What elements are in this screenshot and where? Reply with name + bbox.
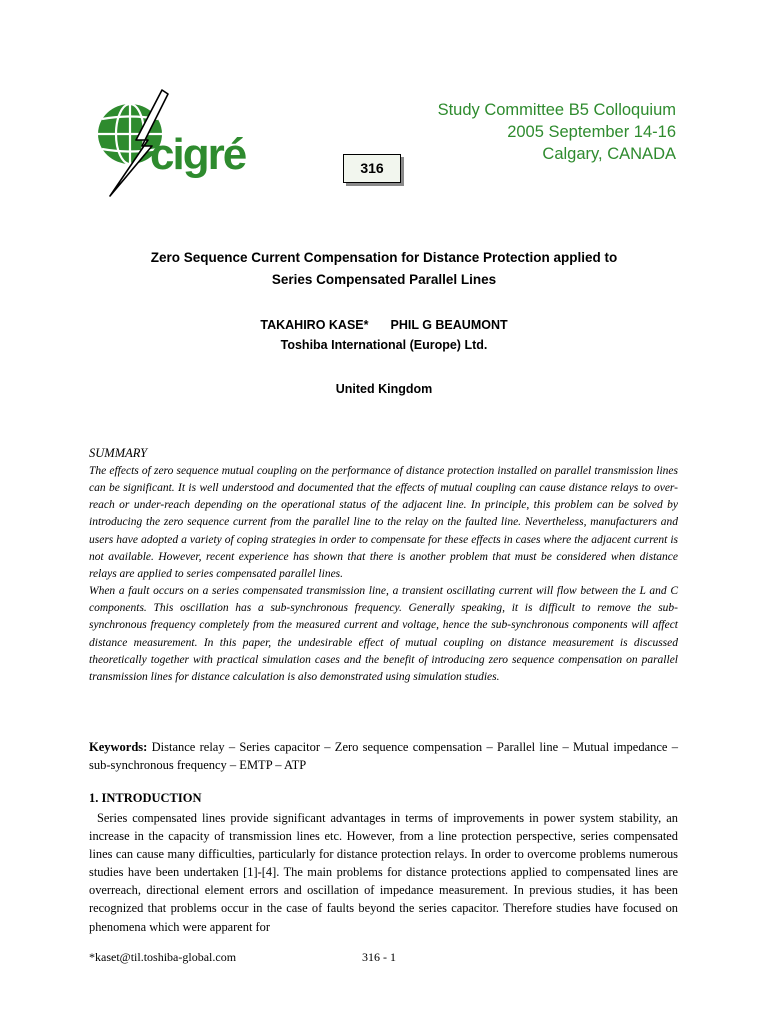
logo-wordmark: cigré — [150, 130, 246, 179]
introduction-body — [89, 809, 678, 936]
summary-paragraph: When a fault occurs on a series compensated transmission line, a transient oscillating current will flow between the L and C components. This oscillation has a sub-synchronous frequency. Generally speaking, it is difficult to remove the sub-synchronous frequency completely from the measured current and voltage, hence the sub-synchronous components will affect distance measurement. In this paper, the undesirable effect of mutual coupling on distance measurement is discussed theoretically together with practical simulation cases and the benefit of introducing zero sequence compensation on parallel transmission lines for distance calculation is also demonstrated using simulation studies. — [89, 585, 678, 683]
cigre-logo — [96, 88, 268, 200]
author-name: TAKAHIRO KASE* — [260, 318, 369, 332]
footer-email: *kaset@til.toshiba-global.com — [89, 950, 237, 964]
summary-paragraph: The effects of zero sequence mutual coupling on the performance of distance protection installed on parallel transmission lines can be significant. It is well understood and documented that the effects of mutual coupling can cause distance relays to over-reach or under-reach depending on the operational status of the adjacent line. In principle, this problem can be solved by introducing the zero sequence current from the parallel line to the relay on the faulted line. Nevertheless, manufacturers and users have adopted a variety of coping strategies in order to compensate for these effects in cases where the adjacent current is not available. However, recent experience has shown that there is another problem that must be considered when distance relays are applied to series compensated parallel lines. — [89, 465, 678, 580]
keywords-label: Keywords: — [89, 740, 148, 754]
paper-number-badge: 316 — [343, 154, 401, 183]
summary-body — [89, 463, 678, 686]
cigre-logo-graphic — [96, 88, 268, 200]
affiliation: Toshiba International (Europe) Ltd. — [280, 338, 488, 352]
colloquium-location: Calgary, CANADA — [542, 145, 676, 163]
title-line: Zero Sequence Current Compensation for Distance Protection applied to — [150, 250, 618, 265]
title-line: Series Compensated Parallel Lines — [271, 272, 497, 287]
country: United Kingdom — [335, 382, 433, 396]
summary-heading: SUMMARY — [89, 446, 148, 460]
colloquium-info — [438, 99, 676, 165]
colloquium-date: 2005 September 14-16 — [507, 123, 676, 141]
page-number: 316 - 1 — [362, 950, 396, 964]
keywords-text: Distance relay – Series capacitor – Zero sequence compensation – Parallel line – Mutual impedance – sub-synchronous frequency – EMTP – ATP — [89, 740, 679, 772]
introduction-paragraph: Series compensated lines provide significant advantages in terms of improvements in power system stability, an increase in the capacity of transmission lines etc. However, from a line protection perspective, series compensated lines can cause many difficulties, particularly for distance protection relays. In order to overcome problems numerous studies have been undertaken [1]-[4]. The main problems for distance protections applied to compensated lines are overreach, directional element errors and oscillation of impedance measurement. In previous studies, it has been recognized that problems occur in the case of faults beyond the series capacitor. Therefore studies have focused on phenomena which were apparent for — [89, 811, 678, 934]
colloquium-line: Study Committee B5 Colloquium — [437, 101, 676, 119]
paper-title — [60, 247, 708, 291]
authors — [0, 314, 768, 336]
keywords — [89, 738, 678, 774]
author-name: PHIL G BEAUMONT — [390, 318, 508, 332]
introduction-heading: 1. INTRODUCTION — [89, 791, 202, 805]
